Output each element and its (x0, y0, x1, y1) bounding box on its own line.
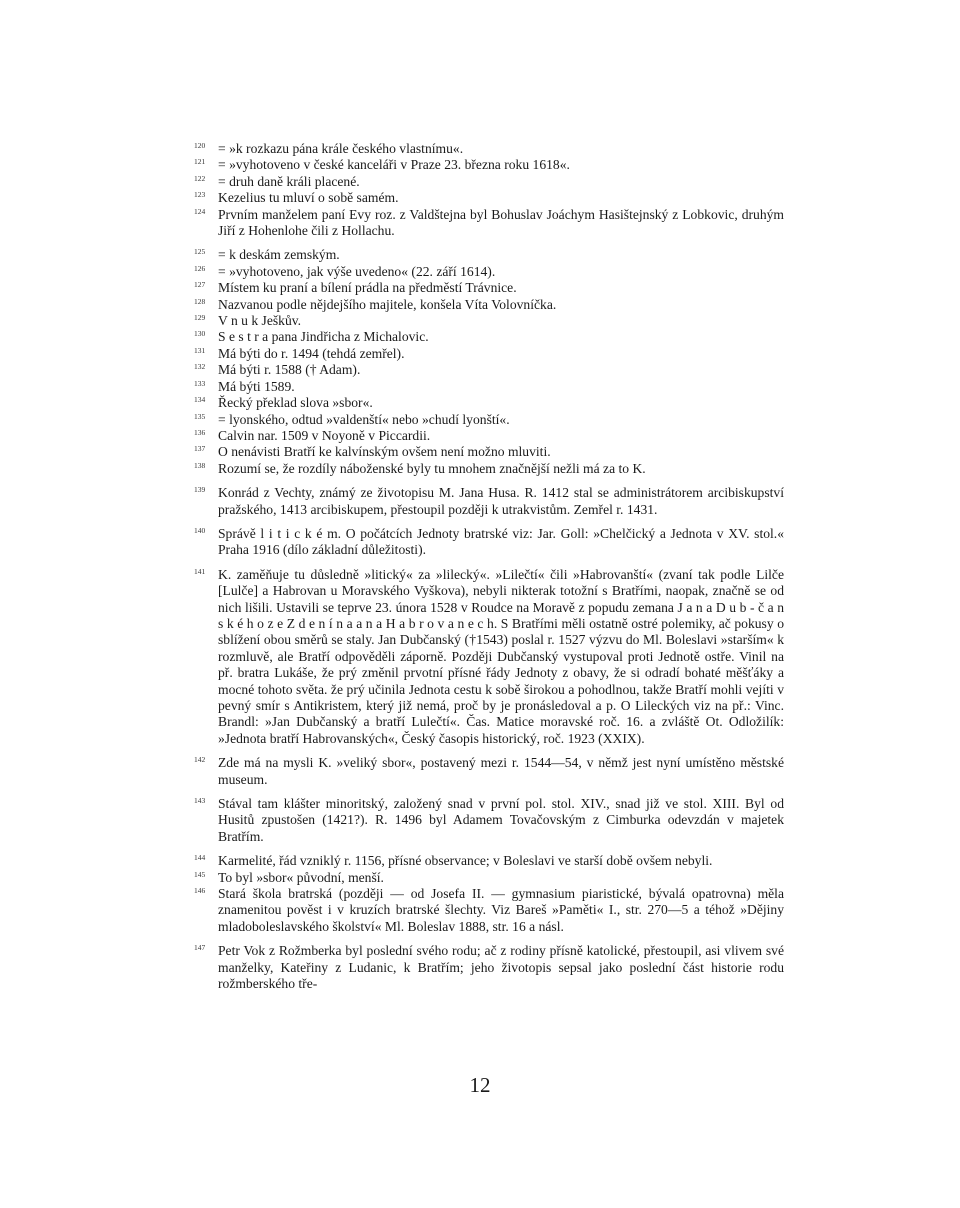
footnote-text: O nenávisti Bratří ke kalvínským ovšem není možno mluviti. (218, 444, 551, 460)
footnote-text: Rozumí se, že rozdíly náboženské byly tu mnohem značnější nežli má za to K. (218, 460, 646, 476)
footnote (194, 412, 784, 428)
footnote (194, 395, 784, 411)
footnote (194, 526, 784, 559)
footnote-text: S e s t r a pana Jindřicha z Michalovic. (218, 329, 429, 345)
footnote-text: Má býti r. 1588 († Adam). (218, 362, 361, 378)
footnote-number: 129 (194, 313, 206, 323)
footnote (194, 207, 784, 240)
footnote-text: Konrád z Vechty, známý ze životopisu M. Jana Husa. R. 1412 stal se administrátorem arcibiskupství pražského, 1413 arcibiskupem, přestoupil později k utrakvistům. Zemřel r. 1431. (218, 485, 784, 517)
footnote-number: 122 (194, 173, 206, 183)
footnote (194, 567, 784, 747)
footnote-text: Má býti 1589. (218, 378, 295, 394)
footnote-text: = k deskám zemským. (218, 247, 340, 263)
footnote (194, 157, 784, 173)
footnote-number: 144 (194, 853, 206, 863)
footnote-text: Stará škola bratrská (později — od Josefa II. — gymnasium piaristické, bývalá opatrovna) měla znamenitou pověst i v kruzích bratrské šlechty. Viz Bareš »Paměti« I., str. 270—5 a téhož »Dějiny mladoboleslavského školství« Ml. Boleslav 1888, str. 16 a násl. (218, 886, 784, 934)
footnote-number: 123 (194, 190, 206, 200)
footnote-number: 135 (194, 411, 206, 421)
footnote-text: Karmelité, řád vzniklý r. 1156, přísné observance; v Boleslavi ve starší době ovšem nebyli. (218, 853, 713, 869)
footnote-text: To byl »sbor« původní, menší. (218, 869, 384, 885)
footnote (194, 886, 784, 935)
footnote-number: 125 (194, 247, 206, 257)
footnote (194, 313, 784, 329)
footnote-text: Petr Vok z Rožmberka byl poslední svého rodu; ač z rodiny přísně katolické, přestoupil, asi vlivem své manželky, Kateřiny z Ludanic, k Bratřím; jeho životopis sepsal jako poslední část historie rodu rožmberského tře- (218, 943, 784, 992)
footnote-number: 147 (194, 943, 206, 953)
footnote-text: = druh daně králi placené. (218, 173, 360, 189)
footnote (194, 362, 784, 378)
footnote (194, 428, 784, 444)
footnote-number: 133 (194, 378, 206, 388)
footnote (194, 444, 784, 460)
footnote-text: Kezelius tu mluví o sobě samém. (218, 190, 399, 206)
footnote (194, 485, 784, 518)
footnote-number: 140 (194, 525, 206, 535)
footnote-text: K. zaměňuje tu důsledně »litický« za »lilecký«. »Lilečtí« čili »Habrovanští« (zvaní tak podle Lilče [Lulče] a Habrovan u Moravského Vyškova), nebyli nikterak totožní s Bratřími, naopak, značně se od nich lišili. Ustavili se teprve 23. února 1528 v Roudce na Moravě z popudu zemana J a n a D u b - č a n s k é h o z e Z d e n í n a a n a H a b r o v a n e c h. S Bratřími měli ostatně ostré polemiky, ač pokusy o sblížení obou směrů se staly. Jan Dubčanský (†1543) poslal r. 1527 výzvu do Ml. Boleslavi »starším« k rozmluvě, ale Bratří odpověděli záporně. Později Dubčanský vystupoval proti Jednotě ostře. Vinil na př. bratra Lukáše, že prý změnil prvotní přísné řády Jednoty z obavy, že si odradí bohaté měšťáky a mocné tohoto světa. že prý učinila Jednota cestu k sobě širokou a pohodlnou, takže Bratří mohli vejíti v pevný smír s Antikristem, který již nemá, proč by je pronásledoval a p. O Lileckých viz na př.: Vinc. Brandl: »Jan Dubčanský a bratří Lulečtí«. Čas. Matice moravské roč. 16. a zvláště Ot. Odložilík: »Jednota bratří Habrovanských«, Český časopis historický, roč. 1923 (XXIX). (218, 566, 784, 746)
footnote-number: 143 (194, 796, 206, 806)
footnote-number: 121 (194, 157, 206, 167)
footnote-text: Má býti do r. 1494 (tehdá zemřel). (218, 345, 405, 361)
footnote (194, 247, 784, 263)
footnote (194, 796, 784, 845)
footnote-number: 138 (194, 460, 206, 470)
footnote-number: 139 (194, 485, 206, 495)
footnote (194, 379, 784, 395)
footnote-number: 126 (194, 263, 206, 273)
footnote-text: Zde má na mysli K. »veliký sbor«, postavený mezi r. 1544—54, v němž jest nyní umístěno městské museum. (218, 755, 784, 787)
footnote-text: Řecký překlad slova »sbor«. (218, 395, 373, 411)
footnote (194, 174, 784, 190)
footnote-number: 120 (194, 141, 206, 150)
footnote-text: = »vyhotoveno v české kanceláři v Praze 23. března roku 1618«. (218, 157, 570, 173)
footnote-number: 127 (194, 280, 206, 290)
footnote (194, 297, 784, 313)
footnote-text: Prvním manželem paní Evy roz. z Valdštejna byl Bohuslav Joáchym Hasištejnský z Lobkovic, druhým Jiří z Hohenlohe čili z Hollachu. (218, 206, 784, 239)
footnote-number: 132 (194, 362, 206, 372)
footnote-text: = lyonského, odtud »valdenští« nebo »chudí lyonští«. (218, 411, 510, 427)
footnote-number: 137 (194, 444, 206, 454)
footnote-number: 131 (194, 345, 206, 355)
footnotes-list (194, 141, 784, 993)
footnote-number: 128 (194, 296, 206, 306)
footnote-number: 130 (194, 329, 206, 339)
footnote (194, 329, 784, 345)
footnote-text: Calvin nar. 1509 v Noyoně v Piccardii. (218, 427, 431, 443)
footnote-text: Nazvanou podle nějdejšího majitele, konšela Víta Volovníčka. (218, 296, 557, 312)
page-number: 12 (469, 1073, 491, 1097)
footnote (194, 943, 784, 992)
footnote-text: = »k rozkazu pána krále českého vlastnímu«. (218, 141, 464, 156)
footnote-number: 124 (194, 206, 206, 216)
footnote-number: 136 (194, 427, 206, 437)
footnote-text: = »vyhotoveno, jak výše uvedeno« (22. září 1614). (218, 263, 496, 279)
footnote-number: 145 (194, 869, 206, 879)
footnote (194, 190, 784, 206)
footnote (194, 461, 784, 477)
footnote-number: 141 (194, 566, 206, 576)
footnote-number: 142 (194, 755, 206, 765)
footnote (194, 280, 784, 296)
footnote-text: V n u k Ješkův. (218, 313, 302, 329)
footnote (194, 853, 784, 869)
footnote (194, 264, 784, 280)
footnote-number: 134 (194, 395, 206, 405)
footnote-text: Stával tam klášter minoritský, založený snad v první pol. stol. XIV., snad již ve stol. XIII. Byl od Husitů zpustošen (1421?). R. 1496 byl Adamem Tovačovským z Cimburka odevzdán v majetek Bratřím. (218, 796, 784, 844)
footnote (194, 755, 784, 788)
footnote-number: 146 (194, 886, 206, 896)
footnote-text: Místem ku praní a bílení prádla na předměstí Trávnice. (218, 280, 517, 296)
footnote (194, 346, 784, 362)
footnote (194, 870, 784, 886)
footnote-text: Správě l i t i c k é m. O počátcích Jednoty bratrské viz: Jar. Goll: »Chelčický a Jednota v XV. stol.« Praha 1916 (dílo základní důležitosti). (218, 525, 784, 558)
footnote (194, 141, 784, 157)
